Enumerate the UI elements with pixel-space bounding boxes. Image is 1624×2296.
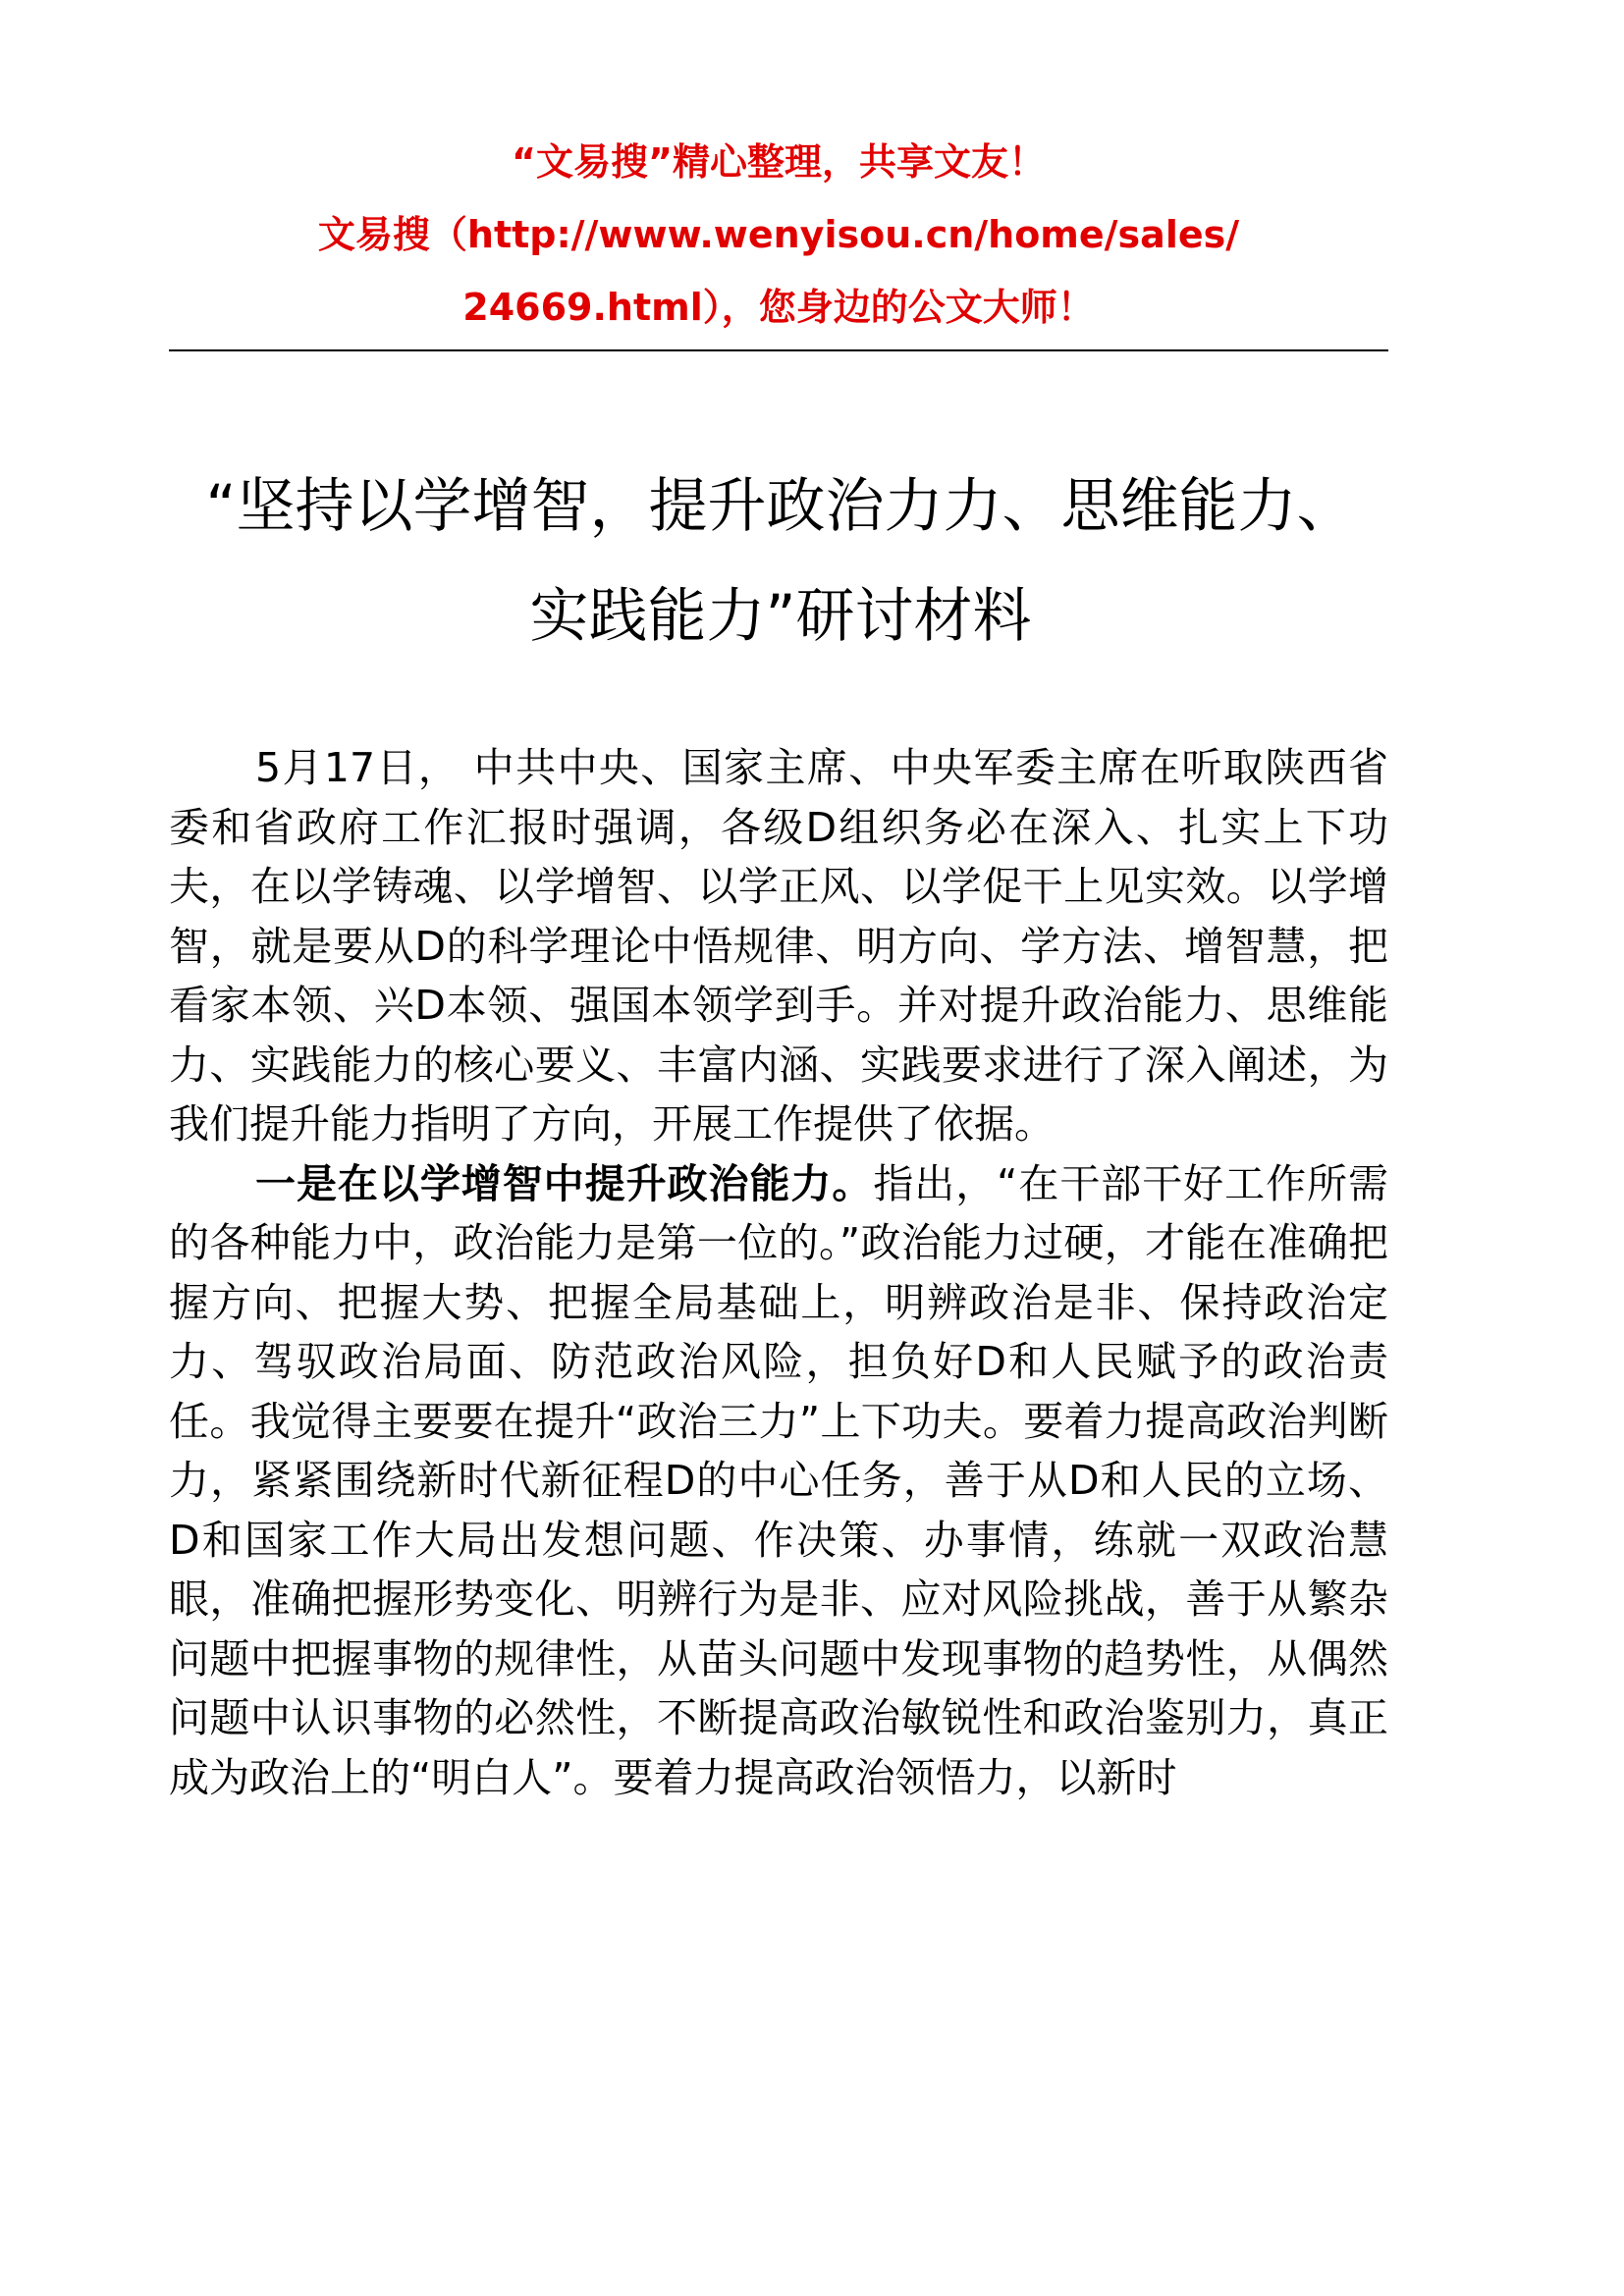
header-slogan: “文易搜”精心整理，共享文友！ [512, 140, 1046, 184]
title-line-1: “坚持以学增智，提升政治力力、思维能力、 [205, 472, 1356, 541]
paragraph-political-ability [169, 1154, 1388, 1808]
paragraph-text: 5月17日， 中共中央、国家主席、中央军委主席在听取陕西省委和省政府工作汇报时强调，各级D组织务必在深入、扎实上下功夫，在以学铸魂、以学增智、以学正风、以学促干上见实效。以学增智，就是要从D的科学理论中悟规律、明方向、学方法、增智慧，把看家本领、兴D本领、强国本领学到手。并对提升政治能力、思维能力、实践能力的核心要义、丰富内涵、实践要求进行了深入阐述，为我们提升能力指明了方向，开展工作提供了依据。 [169, 744, 1388, 1148]
header-site-url-continued: 24669.html），您身边的公文大师！ [462, 286, 1095, 329]
header-site-url: 文易搜（http://www.wenyisou.cn/home/sales/ [317, 213, 1240, 256]
paragraph-intro [169, 738, 1388, 1154]
header-divider [169, 349, 1388, 351]
document-title [147, 452, 1414, 671]
document-header [169, 126, 1388, 344]
title-line-2: 实践能力”研讨材料 [529, 582, 1032, 651]
paragraph-heading: 一是在以学增智中提升政治能力。 [255, 1159, 874, 1207]
paragraph-text: 指出，“在干部干好工作所需的各种能力中，政治能力是第一位的。”政治能力过硬，才能在准确把握方向、把握大势、把握全局基础上，明辨政治是非、保持政治定力、驾驭政治局面、防范政治风险，担负好D和人民赋予的政治责任。我觉得主要要在提升“政治三力”上下功夫。要着力提高政治判断力，紧紧围绕新时代新征程D的中心任务，善于从D和人民的立场、D和国家工作大局出发想问题、作决策、办事情，练就一双政治慧眼，准确把握形势变化、明辨行为是非、应对风险挑战，善于从繁杂问题中把握事物的规律性，从苗头问题中发现事物的趋势性，从偶然问题中认识事物的必然性，不断提高政治敏锐性和政治鉴别力，真正成为政治上的“明白人”。要着力提高政治领悟力，以新时 [169, 1159, 1388, 1801]
document-body [169, 738, 1388, 1807]
